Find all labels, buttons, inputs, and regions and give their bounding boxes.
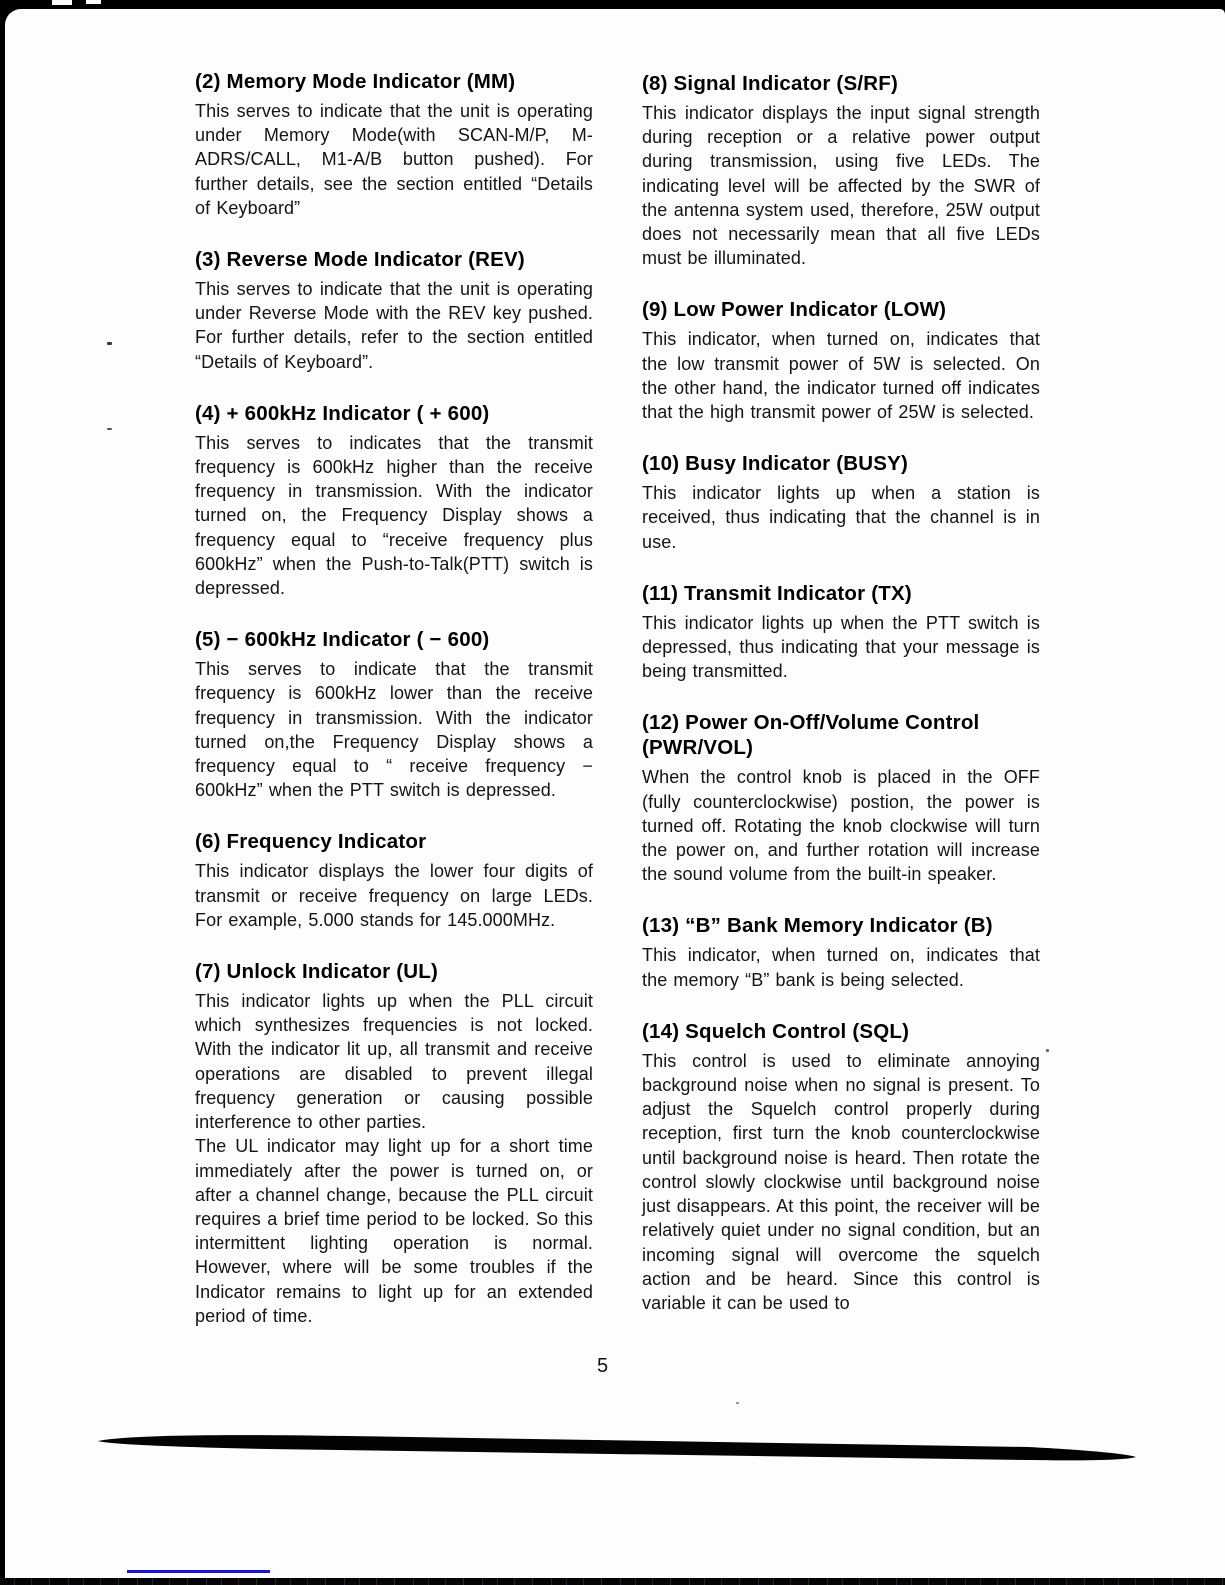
section-signal-indicator xyxy=(642,71,1040,270)
blue-pen-line xyxy=(127,1570,270,1573)
section-heading: (14) Squelch Control (SQL) xyxy=(642,1019,910,1043)
section-heading: (13) “B” Bank Memory Indicator (B) xyxy=(642,914,993,938)
section-paragraph: This serves to indicate that the transmit frequency is 600kHz lower than the receive frequency in transmission. With the indicator turned on,the Frequency Display shows a frequency equal to “ receive frequency − 600kHz” when the PTT switch is depressed. xyxy=(195,659,593,801)
section-heading: (9) Low Power Indicator (LOW) xyxy=(642,298,947,322)
scan-strip-notch xyxy=(52,0,72,5)
section-heading: (3) Reverse Mode Indicator (REV) xyxy=(195,248,525,272)
section-heading: (5) − 600kHz Indicator ( − 600) xyxy=(195,628,490,652)
scan-shadow-bar xyxy=(88,1430,1148,1466)
section-busy-indicator xyxy=(642,451,1040,554)
left-column xyxy=(195,69,593,1355)
section-paragraph: This control is used to eliminate annoying background noise when no signal is present. To adjust the Squelch control properly during reception, first turn the knob counterclockwise until background noise is heard. Then rotate the control slowly clockwise until background noise just disappears. At this point, the receiver will be relatively quiet under no signal condition, but an incoming signal will overcome the squelch action and be heard. Since this control is variable it can be used to xyxy=(642,1050,1040,1313)
scan-speck xyxy=(107,428,112,430)
section-paragraph: This indicator, when turned on, indicates that the low transmit power of 5W is selected. On the other hand, the indicator turned off indicates that the high transmit power of 25W is selected. xyxy=(642,329,1040,423)
section-heading: (8) Signal Indicator (S/RF) xyxy=(642,72,898,95)
section-minus-600khz-indicator xyxy=(195,627,593,802)
scan-strip-notch xyxy=(86,0,101,4)
scan-speck xyxy=(107,342,112,345)
section-frequency-indicator xyxy=(195,829,593,932)
section-heading: (2) Memory Mode Indicator (MM) xyxy=(195,70,516,93)
section-paragraph: This serves to indicates that the transmit frequency is 600kHz higher than the receive frequency in transmission. With the indicator turned on, the Frequency Display shows a frequency equal to “receive frequency plus 600kHz” when the Push-to-Talk(PTT) switch is depressed. xyxy=(195,432,593,599)
section-paragraph: This indicator displays the input signal strength during reception or a relative power output during transmission, using five LEDs. The indicating level will be affected by the SWR of the antenna system used, therefore, 25W output does not necessarily mean that all five LEDs must be illuminated. xyxy=(642,103,1040,269)
section-power-volume-control xyxy=(642,710,1040,886)
section-b-bank-memory-indicator xyxy=(642,913,1040,991)
section-squelch-control xyxy=(642,1019,1040,1315)
section-heading: (6) Frequency Indicator xyxy=(195,830,427,854)
section-paragraph: This indicator lights up when a station is received, thus indicating that the channel is in use. xyxy=(642,483,1040,552)
section-unlock-indicator xyxy=(195,959,593,1328)
section-memory-mode-indicator xyxy=(195,69,593,220)
section-paragraph: This indicator lights up when the PLL circuit which synthesizes frequencies is not locked. With the indicator lit up, all transmit and receive operations are disabled to prevent illegal frequency generation or causing possible interference to other parties. xyxy=(195,991,593,1133)
page-paper xyxy=(5,9,1225,1578)
scan-speck xyxy=(736,1402,739,1404)
section-paragraph: This serves to indicate that the unit is operating under Memory Mode(with SCAN-M/P, M-ADRS/CALL, M1-A/B button pushed). For further details, see the section entitled “Details of Keyboard” xyxy=(195,101,593,218)
section-transmit-indicator xyxy=(642,581,1040,684)
section-paragraph: The UL indicator may light up for a short time immediately after the power is turned on, or after a channel change, because the PLL circuit requires a brief time period to be locked. So this intermittent lighting operation is normal. However, where will be some troubles if the Indicator remains to light up for an extended period of time. xyxy=(195,1136,593,1326)
section-paragraph: This serves to indicate that the unit is operating under Reverse Mode with the REV key pushed. For further details, refer to the section entitled “Details of Keyboard”. xyxy=(195,279,593,372)
page-number: 5 xyxy=(597,1355,609,1377)
section-heading: (7) Unlock Indicator (UL) xyxy=(195,960,439,984)
section-heading: (10) Busy Indicator (BUSY) xyxy=(642,452,909,476)
section-heading: (4) + 600kHz Indicator ( + 600) xyxy=(195,401,490,425)
section-reverse-mode-indicator xyxy=(195,247,593,374)
right-column xyxy=(642,71,1040,1342)
section-paragraph: This indicator lights up when the PTT switch is depressed, thus indicating that your message is being transmitted. xyxy=(642,612,1040,682)
section-heading: (11) Transmit Indicator (TX) xyxy=(642,581,912,605)
section-paragraph: This indicator, when turned on, indicates that the memory “B” bank is being selected. xyxy=(642,945,1040,990)
section-plus-600khz-indicator xyxy=(195,401,593,600)
scan-noise-strip xyxy=(0,1578,1225,1585)
section-paragraph: When the control knob is placed in the OFF (fully counterclockwise) postion, the power is turned off. Rotating the knob clockwise will turn the power on, and further rotation will increase the sound volume from the built-in speaker. xyxy=(642,767,1040,885)
section-low-power-indicator xyxy=(642,297,1040,424)
scan-speck xyxy=(1046,1049,1049,1052)
section-paragraph: This indicator displays the lower four digits of transmit or receive frequency on large LEDs. For example, 5.000 stands for 145.000MHz. xyxy=(195,861,593,930)
section-heading: (12) Power On-Off/Volume Control (PWR/VOL) xyxy=(642,711,980,760)
